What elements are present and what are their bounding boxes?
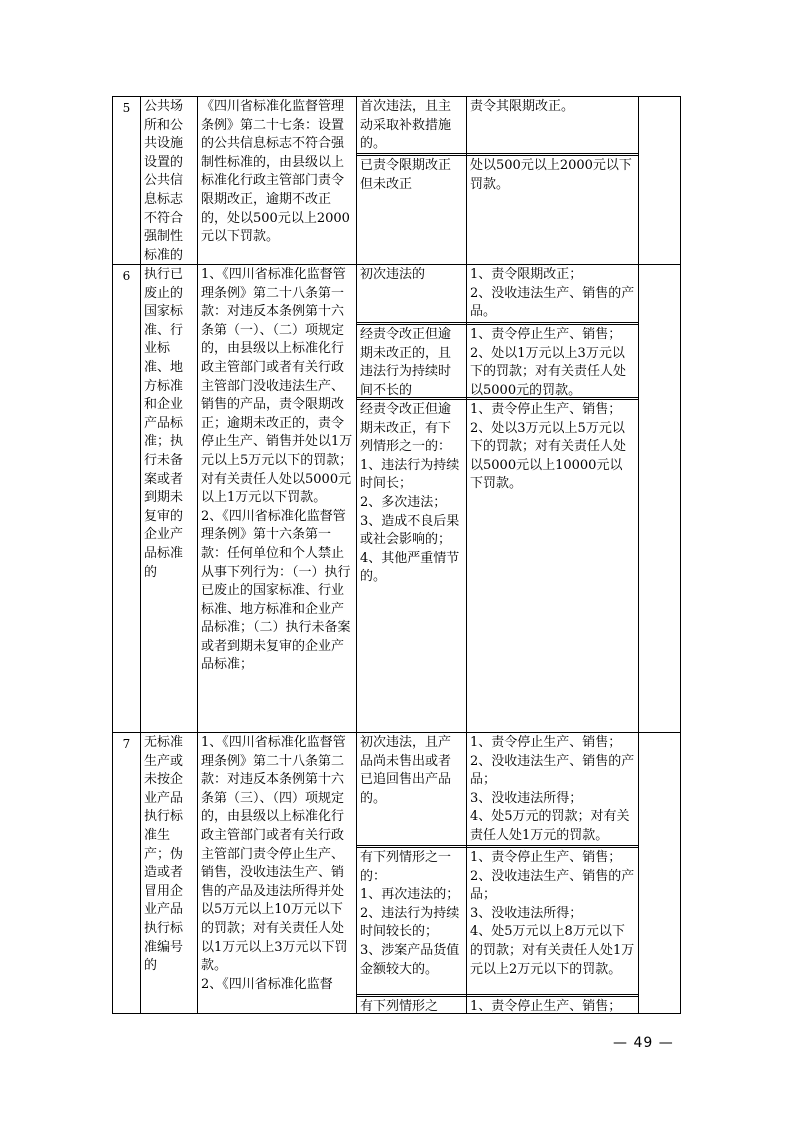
violation-item: 执行已废止的国家标准、行业标准、地方标准和企业产品标准；执行未备案或者到期未复审的企业产品标准的 xyxy=(144,267,184,580)
row-number: 6 xyxy=(122,269,131,283)
penalty: 1、责令停止生产、销售； 2、处以1万元以上3万元以下的罚款；对有关责任人处以5000元的罚款。 xyxy=(470,327,627,397)
penalty-table xyxy=(112,96,681,1014)
legal-basis: 1、《四川省标准化监督管理条例》第二十八条第一款：对违反本条例第十六条第（一）、（二）项规定的，由县级以上标准化行政主管部门或者有关行政主管部门没收违法生产、销售的产品，责令限期改正；逾期未改正的，责令停止生产、销售并处以1万元以上5万元以下的罚款；对有关责任人处以5000元以上1万元以下罚款。 2、《四川省标准化监督管理条例》第十六条第一款：任何单位和个人禁止从事下列行为：（一）执行已废止的国家标准、行业标准、地方标准和企业产品标准；（二）执行未备案或者到期未复审的企业产品标准； xyxy=(201,267,353,673)
penalty: 处以500元以上2000元以下罚款。 xyxy=(470,158,632,192)
legal-basis: 1、《四川省标准化监督管理条例》第二十八条第二款：对违反本条例第十六条第（三）、（四）项规定的，由县级以上标准化行政主管部门或者有关行政主管部门责令停止生产、销售，没收违法生产、销售的产品及违法所得并处以5万元以上10万元以下的罚款；对有关责任人处以1万元以上3万元以下罚款。 2、《四川省标准化监督 xyxy=(201,735,348,992)
circumstance: 首次违法，且主动采取补救措施的。 xyxy=(360,99,452,152)
circumstance: 初次违法，且产品尚未售出或者已追回售出产品的。 xyxy=(360,735,452,806)
col-divider xyxy=(638,97,639,1013)
penalty: 1、责令限期改正； 2、没收违法生产、销售的产品。 xyxy=(470,267,635,320)
circumstance: 已责令限期改正但未改正 xyxy=(360,158,452,192)
violation-item: 无标准生产或未按企业产品执行标准生产；伪造或者冒用企业产品执行标准编号的 xyxy=(144,735,184,974)
row-number: 7 xyxy=(122,737,131,751)
circumstance: 有下列情形之 xyxy=(360,999,439,1013)
penalty: 责令其限期改正。 xyxy=(470,99,575,114)
page-number: — 49 — xyxy=(613,1035,674,1051)
circumstance: 经责令改正但逾期未改正的，且违法行为持续时间不长的 xyxy=(360,327,452,397)
circumstance: 有下列情形之一的： 1、再次违法的； 2、违法行为持续时间较长的； 3、涉案产品货值金额较大的。 xyxy=(360,850,460,977)
penalty: 1、责令停止生产、销售； 2、处以3万元以上5万元以下的罚款；对有关责任人处以5000元以上10000元以下罚款。 xyxy=(470,402,627,492)
circumstance: 初次违法的 xyxy=(360,267,426,282)
penalty: 1、责令停止生产、销售； 2、没收违法生产、销售的产品； 3、没收违法所得； 4、处5万元的罚款；对有关责任人处1万元的罚款。 xyxy=(470,735,635,843)
circumstance: 经责令改正但逾期未改正，有下列情形之一的： 1、违法行为持续时间长； 2、多次违法； 3、造成不良后果或社会影响的； 4、其他严重情节的。 xyxy=(360,402,460,585)
violation-item: 公共场所和公共设施设置的公共信息标志不符合强制性标准的 xyxy=(144,99,184,263)
penalty: 1、责令停止生产、销售； 2、没收违法生产、销售的产品； 3、没收违法所得； 4、处5万元以上8万元以下的罚款；对有关责任人处1万元以上2万元以下的罚款。 xyxy=(470,850,635,977)
penalty: 1、责令停止生产、销售； xyxy=(470,999,622,1013)
row-number: 5 xyxy=(122,101,131,115)
legal-basis: 《四川省标准化监督管理条例》第二十七条：设置的公共信息标志不符合强制性标准的，由县级以上标准化行政主管部门责令限期改正，逾期不改正的，处以500元以上2000元以下罚款。 xyxy=(201,99,350,245)
